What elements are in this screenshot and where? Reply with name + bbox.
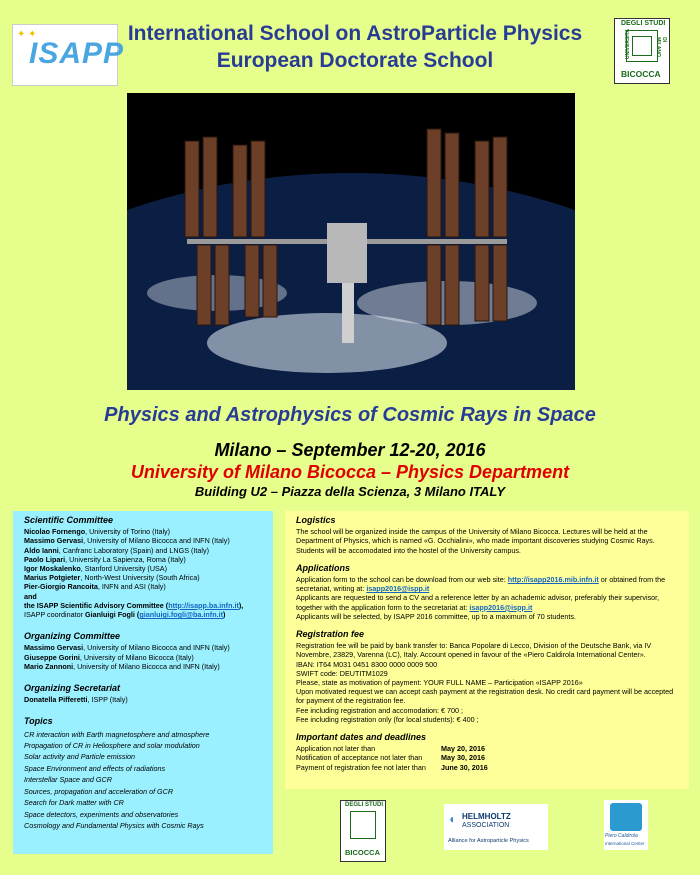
scientific-committee-heading: Scientific Committee <box>24 515 114 525</box>
list-item: Marius Potgieter, North-West University (South Africa) <box>24 573 200 583</box>
table-row: Application not later than May 20, 2016 <box>296 744 485 754</box>
applications-p3: Applicants will be selected, by ISAPP 2016 committee, up to a maximum of 70 students. <box>296 611 576 621</box>
stars-icon: ✦ ✦ <box>17 29 37 40</box>
scientific-committee-list <box>24 527 265 619</box>
list-item: CR interaction with Earth magnetosphere and atmosphere <box>24 729 210 739</box>
list-item: Cosmology and Fundamental Physics with Cosmic Rays <box>24 820 204 830</box>
list-item: Pier-Giorgio Rancoita, INFN and ASI (Italy) <box>24 582 166 592</box>
list-item: Interstellar Space and GCR <box>24 775 112 785</box>
applications-heading: Applications <box>296 562 351 573</box>
bicocca-logo <box>614 18 670 84</box>
info-panel <box>285 511 689 789</box>
dates-table <box>296 744 681 772</box>
event-host: University of Milano Bicocca – Physics Department <box>130 462 570 482</box>
secretariat-email-link-2[interactable]: isapp2016@ispp.it <box>469 602 533 612</box>
applications-p1: Application form to the school can be download from our web site: http://isapp2016.mib.infn.it or obtained from the secretariat, writing at: isapp2016@ispp.it <box>296 575 666 594</box>
applications-p2: Applicants are requested to send a CV and a reference letter by an achademic advisor, preferably their supervisor, together with the application form to the secretariat at: isapp2016@ispp.it <box>296 593 660 612</box>
list-item: Massimo Gervasi, University of Milano Bicocca and INFN (Italy) <box>24 536 230 546</box>
isapp-logo <box>12 24 125 86</box>
secretariat-member: Donatella Pifferetti, ISPP (Italy) <box>24 695 128 705</box>
and-text: and <box>24 591 37 601</box>
iss-photo <box>127 93 575 390</box>
list-item: Space detectors, experiments and observatories <box>24 809 179 819</box>
list-item: Search for Dark matter with CR <box>24 798 124 808</box>
registration-fee-2: Fee including registration only (for local students): € 400 ; <box>296 714 479 724</box>
bicocca-logo-side: UNIVERSITA <box>624 29 631 59</box>
list-item: Solar activity and Particle emission <box>24 752 136 762</box>
list-item: Massimo Gervasi, University of Milano Bicocca and INFN (Italy) <box>24 643 230 653</box>
isapp-logo-text: ISAPP <box>29 37 125 70</box>
helmholtz-logo: ◖ HELMHOLTZ ASSOCIATION Alliance for Astroparticle Physics <box>444 804 548 850</box>
advisory-link[interactable]: http://isapp.ba.infn.it <box>168 600 239 610</box>
caldirola-emblem-icon <box>610 803 642 831</box>
coordinator-email-link[interactable]: gianluigi.fogli@ba.infn.it <box>139 610 223 620</box>
topics-heading: Topics <box>24 716 53 727</box>
page-title-line2: European Doctorate School <box>216 49 494 72</box>
helmholtz-icon: ◖ <box>448 812 456 826</box>
registration-heading: Registration fee <box>296 629 365 640</box>
registration-cash: Upon motivated request we can accept cash payment at the registration desk. No credit card payment will be accepted for payment of the registration fee. <box>296 687 674 706</box>
organizing-secretariat-heading: Organizing Secretariat <box>24 683 121 694</box>
registration-swift: SWIFT code: DEUTITM1029 <box>296 668 388 678</box>
organizing-committee-list <box>24 643 265 671</box>
list-item: Nicolao Fornengo, University of Torino (Italy) <box>24 527 171 537</box>
advisory-committee: the ISAPP Scientific Advisory Committee (http://isapp.ba.infn.it), <box>24 600 244 610</box>
dates-heading: Important dates and deadlines <box>296 732 427 743</box>
registration-iban: IBAN: IT64 M031 0451 8300 0000 0009 500 <box>296 659 438 669</box>
table-row: Notification of acceptance not later than May 30, 2016 <box>296 753 485 763</box>
coordinator: ISAPP coordinator Gianluigi Fogli (gianluigi.fogli@ba.infn.it) <box>24 610 226 620</box>
list-item: Aldo Ianni, Canfranc Laboratory (Spain) and LNGS (Italy) <box>24 545 209 555</box>
list-item: Propagation of CR in Heliosphere and solar modulation <box>24 741 200 751</box>
registration-motivation: Please, state as motivation of payment: YOUR FULL NAME – Participation «ISAPP 2016» <box>296 678 583 688</box>
bicocca-logo-bottom: BICOCCA <box>621 69 661 79</box>
caldirola-logo: Piero Caldirola International Center <box>604 800 648 850</box>
list-item: Paolo Lipari, University La Sapienza, Roma (Italy) <box>24 554 186 564</box>
secretariat-email-link[interactable]: isapp2016@ispp.it <box>366 584 430 594</box>
bicocca-logo-right: DI MILANO <box>654 37 667 57</box>
committees-panel <box>13 511 273 854</box>
event-venue: Building U2 – Piazza della Scienza, 3 Milano ITALY <box>194 484 506 499</box>
topics-list <box>24 729 265 832</box>
event-date: Milano – September 12-20, 2016 <box>214 440 486 460</box>
list-item: Sources, propagation and acceleration of GCR <box>24 786 174 796</box>
list-item: Igor Moskalenko, Stanford University (USA) <box>24 564 167 574</box>
logistics-heading: Logistics <box>296 515 336 525</box>
list-item: Mario Zannoni, University of Milano Bicocca and INFN (Italy) <box>24 661 220 671</box>
page-title-line1: International School on AstroParticle Physics <box>127 22 583 45</box>
bicocca-emblem-inner-icon <box>632 36 652 56</box>
event-theme: Physics and Astrophysics of Cosmic Rays in Space <box>104 404 596 426</box>
list-item: Giuseppe Gorini, University of Milano Bicocca (Italy) <box>24 652 194 662</box>
list-item: Space Environment and effects of radiations <box>24 763 166 773</box>
bicocca-footer-logo: DEGLI STUDI BICOCCA <box>340 800 386 862</box>
registration-text: Registration fee will be paid by bank transfer to: Banca Popolare di Lecco, Division of the Deutsche Bank, via IV Novembre, 23829, Varenna (LC), Italy. Account opened in favour of the «Piero Caldirola International Center». <box>296 641 652 660</box>
registration-fee-1: Fee including registration and accomodation: € 700 ; <box>296 705 464 715</box>
logistics-text: The school will be organized inside the campus of the University of Milano Bicocca. Lectures will be held at the Department of Physics, which is named «G. Occhialini», who made important discoveries studying Cosmic Rays. Students will be accomodated into the hostel of the University campus. <box>296 527 655 555</box>
bicocca-footer-emblem-icon <box>350 811 376 839</box>
organizing-committee-heading: Organizing Committee <box>24 631 121 642</box>
table-row: Payment of registration fee not later than June 30, 2016 <box>296 762 488 772</box>
iss-illustration <box>127 93 575 390</box>
website-link[interactable]: http://isapp2016.mib.infn.it <box>507 575 599 585</box>
bicocca-logo-top: DEGLI STUDI <box>621 20 666 27</box>
